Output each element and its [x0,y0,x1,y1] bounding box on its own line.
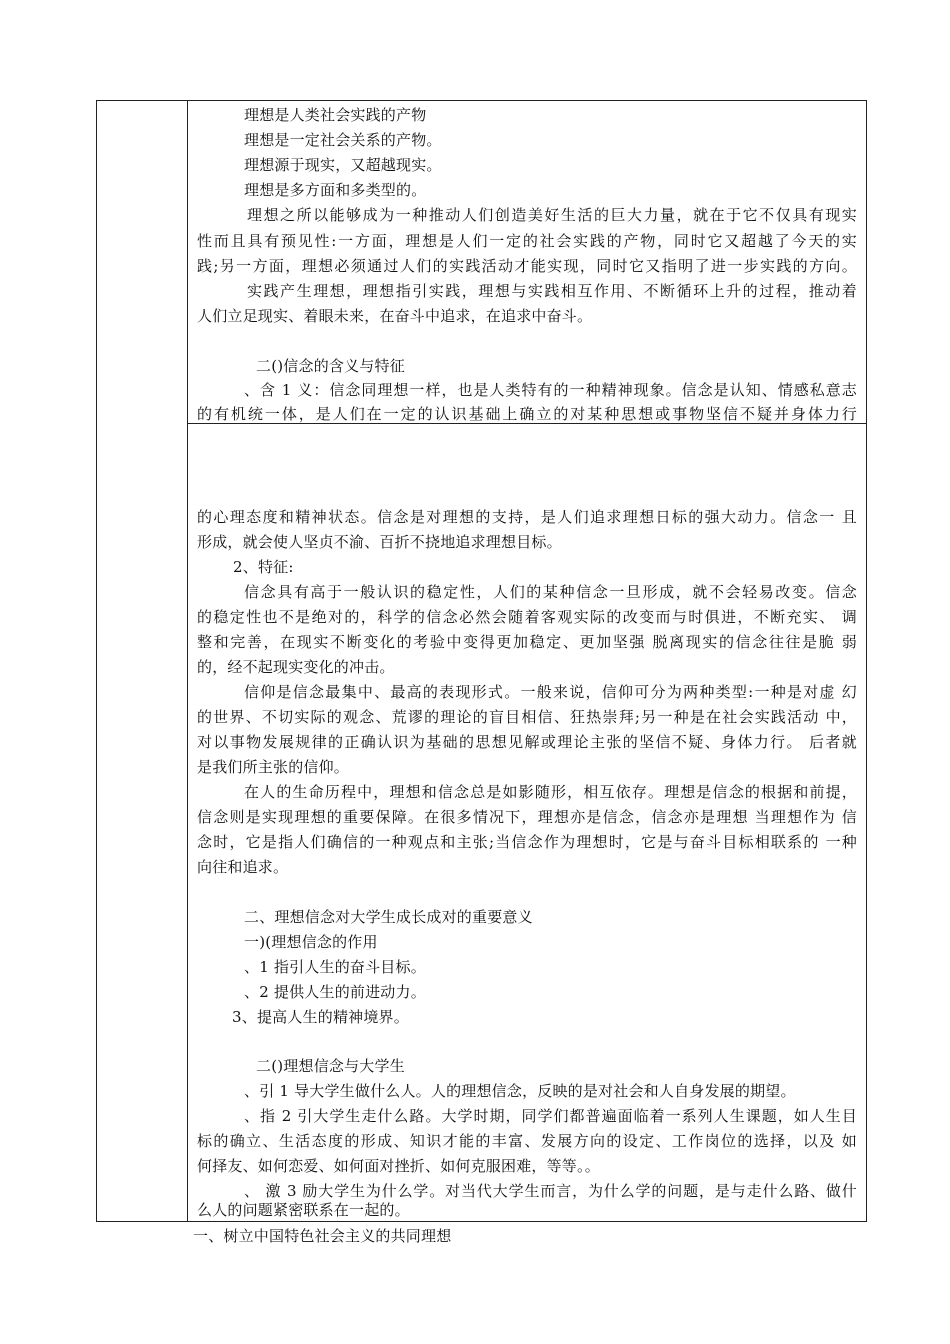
text-line: 念时，它是指人们确信的一种观点和主张;当信念作为理想时，它是与奋斗目标相联系的 一种 [197,833,857,851]
text-line: 整和完善，在现实不断变化的考验中变得更加稳定、更加坚强 脱离现实的信念往往是脆 弱 [197,633,857,651]
section-heading-footer: 一、树立中国特色社会主义的共同理想 [193,1227,452,1245]
section-heading: 二()信念的含义与特征 [256,357,405,375]
text-line: 信仰是信念最集中、最高的表现形式。一般来说，信仰可分为两种类型:一种是对虚 幻 [244,683,857,701]
text-line: 形成，就会使人坚贞不渝、百折不挠地追求理想目标。 [197,533,562,551]
text-line: 理想是一定社会关系的产物。 [244,131,442,149]
text-line: 是我们所主张的信仰。 [197,758,350,776]
subsection-heading: 一)(理想信念的作用 [244,933,378,951]
text-line: 的世界、不切实际的观念、荒谬的理论的盲目相信、狂热崇拜;另一种是在社会实践活动 中， [197,708,857,726]
section-heading: 二、理想信念对大学生成长成对的重要意义 [244,908,533,926]
text-line: 的心理态度和精神状态。信念是对理想的支持，是人们追求理想日标的强大动力。信念一 且 [197,508,857,526]
list-item: 3、提高人生的精神境界。 [232,1008,409,1026]
text-line: 信念则是实现理想的重要保障。在很多情况下，理想亦是信念，信念亦是理想 当理想作为 信 [197,808,857,826]
text-line: 的，经不起现实变化的冲击。 [197,658,395,676]
column-divider [187,100,188,1222]
text-line: 理想是人类社会实践的产物 [244,106,427,124]
row-divider [188,423,867,424]
text-line: 、引 1 导大学生做什么人。人的理想信念，反映的是对社会和人自身发展的期望。 [244,1082,796,1100]
text-line: 的稳定性也不是绝对的，科学的信念必然会随着客观实际的改变而与时俱进，不断充实、 调 [197,608,857,626]
list-item: 、1 指引人生的奋斗目标。 [244,958,426,976]
text-line: 2、特征: [233,558,294,576]
text-line: 、 激 3 励大学生为什么学。对当代大学生而言，为什么学的问题，是与走什么路、做什 [244,1182,857,1200]
text-line: 信念具有高于一般认识的稳定性，人们的某种信念一旦形成，就不会轻易改变。信念 [244,583,857,601]
text-line: 理想源于现实，又超越现实。 [244,156,442,174]
text-line: 性而且具有预见性:一方面，理想是人们一定的社会实践的产物，同时它又超越了今天的实 [197,232,857,250]
text-line: 、指 2 引大学生走什么路。大学时期，同学们都普遍面临着一系列人生课题，如人生目 [244,1107,857,1125]
text-line: 践;另一方面，理想必须通过人们的实践活动才能实现，同时它又指明了进一步实践的方向。 [197,257,857,275]
text-line: 在人的生命历程中，理想和信念总是如影随形，相互依存。理想是信念的根据和前提， [244,783,857,801]
text-line: 何择友、如何恋爱、如何面对挫折、如何克服困难，等等。。 [197,1157,600,1175]
text-line: 向往和追求。 [197,858,289,876]
text-line: 理想是多方面和多类型的。 [244,181,427,199]
list-item: 、2 提供人生的前进动力。 [244,983,426,1001]
text-line: 标的确立、生活态度的形成、知识才能的丰富、发展方向的设定、工作岗位的选择，以及 如 [197,1132,857,1150]
text-line: 实践产生理想，理想指引实践，理想与实践相互作用、不断循环上升的过程，推动着 [247,282,857,300]
text-line: 么人的问题紧密联系在一起的。 [197,1201,410,1219]
text-line: 人们立足现实、着眼未来，在奋斗中追求，在追求中奋斗。 [197,307,593,325]
text-line: 对以事物发展规律的正确认识为基础的思想见解或理论主张的坚信不疑、身体力行。 后者就 [197,733,857,751]
text-line: 理想之所以能够成为一种推动人们创造美好生活的巨大力量，就在于它不仅具有现实 [247,206,857,224]
text-line: 、含 1 义：信念同理想一样，也是人类特有的一种精神现象。信念是认知、情感私意志 [244,381,857,399]
text-line: 的有机统一体，是人们在一定的认识基础上确立的对某种思想或事物坚信不疑并身体力行 [197,405,857,423]
subsection-heading: 二()理想信念与大学生 [256,1057,405,1075]
